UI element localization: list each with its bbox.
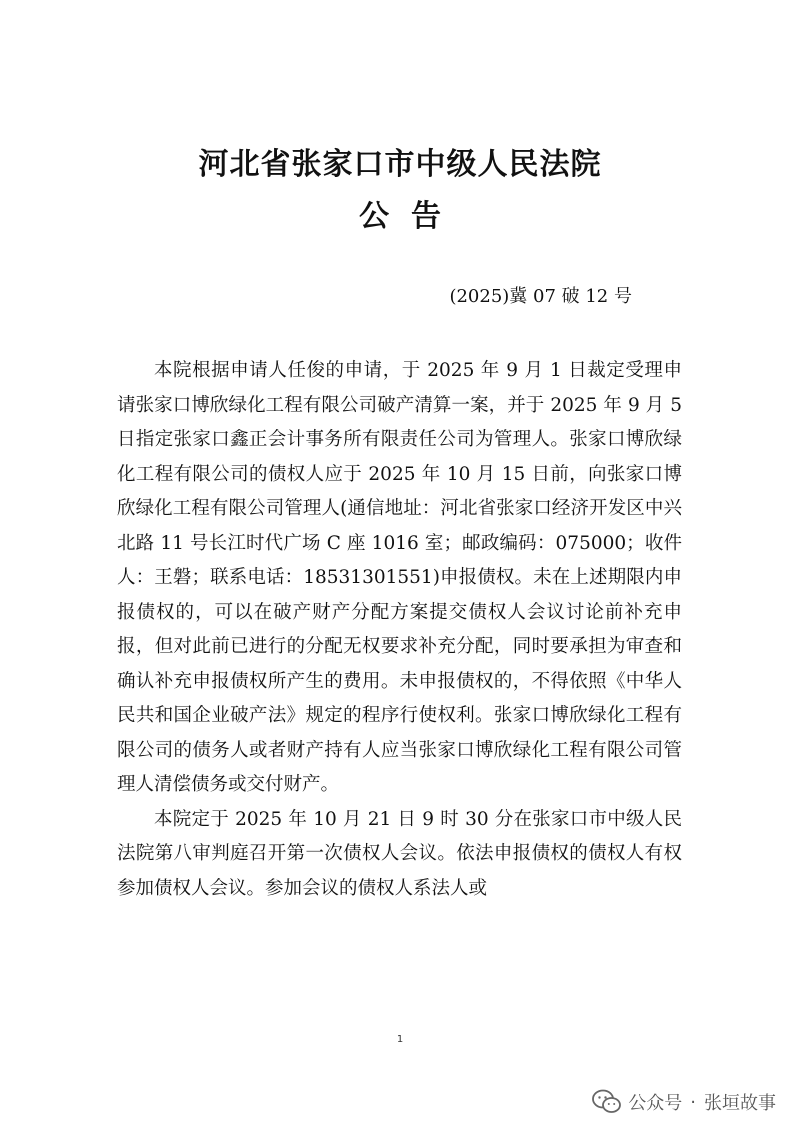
wechat-watermark bbox=[592, 1087, 776, 1117]
announcement-body bbox=[117, 354, 682, 906]
watermark-separator: · bbox=[690, 1091, 696, 1113]
wechat-icon bbox=[592, 1089, 622, 1115]
watermark-prefix: 公众号 bbox=[628, 1093, 683, 1114]
body-paragraph: 本院根据申请人任俊的申请，于 2025 年 9 月 1 日裁定受理申请张家口博欣绿化工程有限公司破产清算一案，并于 2025 年 9 月 5 日指定张家口鑫正会计事务所有限责任公司为管理人。张家口博欣绿化工程有限公司的债权人应于 2025 年 10 月 15 日前，向张家口博欣绿化工程有限公司管理人(通信地址：河北省张家口经济开发区中兴北路 11 号长江时代广场 C 座 1016 室；邮政编码：075000；收件人：王磐；联系电话：18531301551)申报债权。未在上述期限内申报债权的，可以在破产财产分配方案提交债权人会议讨论前补充申报，但对此前已进行的分配无权要求补充分配，同时要承担为审查和确认补充申报债权所产生的费用。未申报债权的，不得依照《中华人民共和国企业破产法》规定的程序行使权利。张家口博欣绿化工程有限公司的债务人或者财产持有人应当张家口博欣绿化工程有限公司管理人清偿债务或交付财产。 bbox=[117, 360, 682, 795]
page-number: 1 bbox=[396, 1034, 404, 1045]
document-type-title: 公告 bbox=[359, 199, 463, 234]
court-name-title: 河北省张家口市中级人民法院 bbox=[198, 147, 602, 182]
body-paragraph: 本院定于 2025 年 10 月 21 日 9 时 30 分在张家口市中级人民法院第八审判庭召开第一次债权人会议。依法申报债权的债权人有权参加债权人会议。参加会议的债权人系法人或 bbox=[117, 808, 682, 899]
case-number: (2025)冀 07 破 12 号 bbox=[449, 286, 632, 307]
watermark-account-name: 张垣故事 bbox=[704, 1093, 776, 1114]
